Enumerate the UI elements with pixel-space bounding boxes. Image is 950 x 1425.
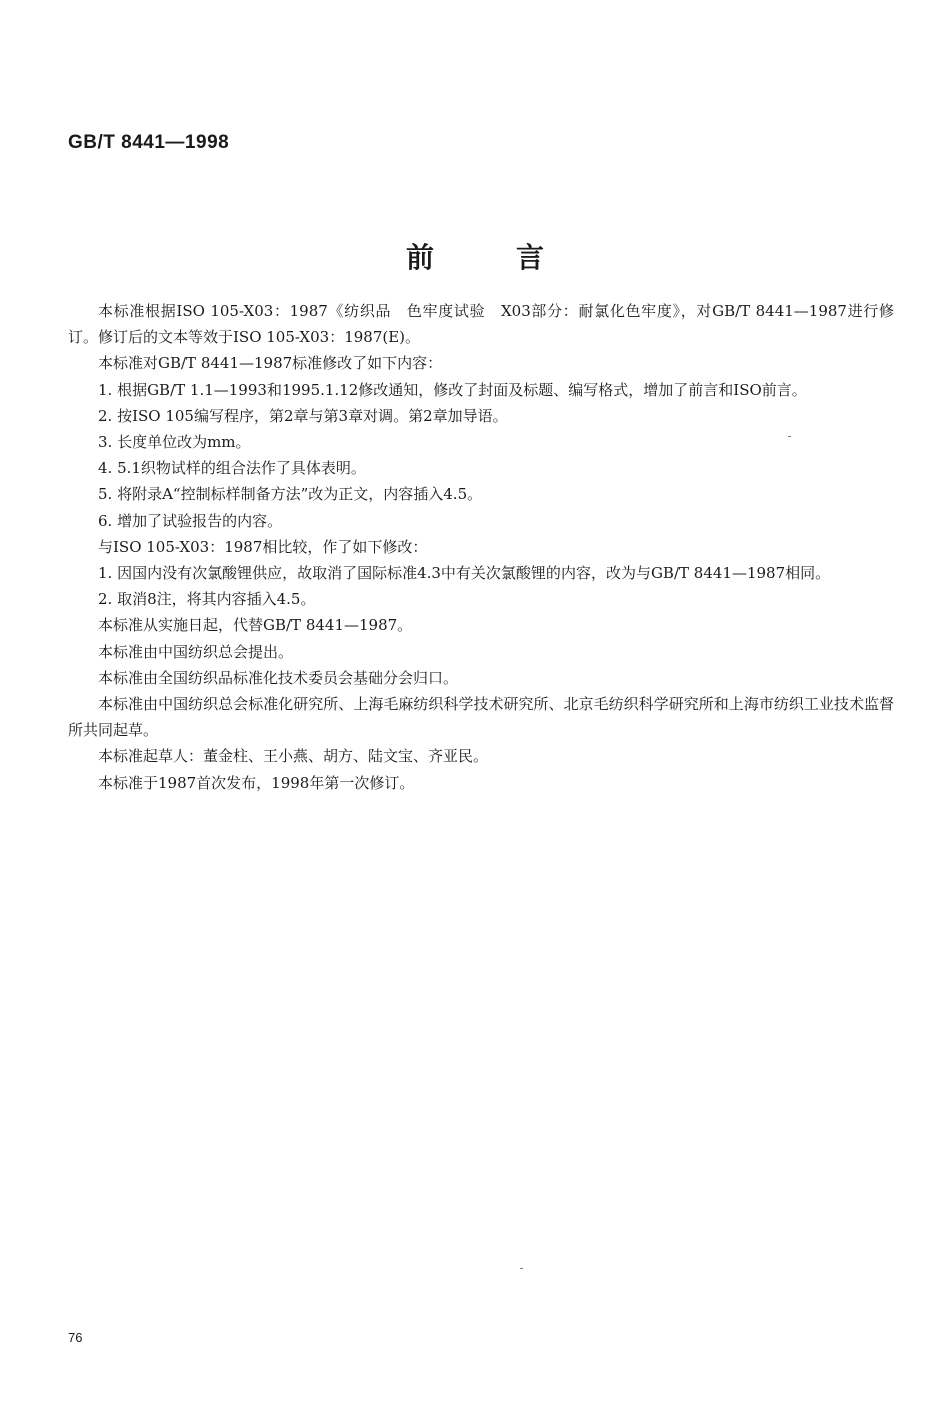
scan-speck (788, 436, 791, 437)
paragraph-centralized-by: 本标准由全国纺织品标准化技术委员会基础分会归口。 (98, 668, 459, 687)
scan-speck (520, 1268, 523, 1269)
change-item-2: 2. 按ISO 105编写程序，第2章与第3章对调。第2章加导语。 (98, 406, 508, 425)
standard-code: GB/T 8441—1998 (68, 132, 230, 153)
page-number: 76 (68, 1330, 83, 1345)
paragraph-drafted-by: 本标准由中国纺织总会标准化研究所、上海毛麻纺织科学技术研究所、北京毛纺织科学研究所和上海市纺织工业技术监督所共同起草。 (68, 695, 894, 740)
iso-change-item-1: 1. 因国内没有次氯酸锂供应，故取消了国际标准4.3中有关次氯酸锂的内容，改为与GB/T 8441—1987相同。 (98, 564, 831, 583)
page-title: 前言 (405, 241, 626, 274)
paragraph-changes-intro: 本标准对GB/T 8441—1987标准修改了如下内容： (98, 354, 443, 373)
paragraph-basis: 本标准根据ISO 105-X03：1987《纺织品 色牢度试验 X03部分：耐氯化色牢度》，对GB/T 8441—1987进行修订。修订后的文本等效于ISO 105-X03：1987(E)。 (68, 302, 894, 347)
change-item-6: 6. 增加了试验报告的内容。 (98, 511, 283, 530)
change-item-5: 5. 将附录A“控制标样制备方法”改为正文，内容插入4.5。 (98, 485, 483, 504)
change-item-3: 3. 长度单位改为mm。 (98, 433, 251, 452)
paragraph-replaces: 本标准从实施日起，代替GB/T 8441—1987。 (98, 616, 413, 635)
paragraph-history: 本标准于1987首次发布，1998年第一次修订。 (98, 773, 415, 792)
change-item-1: 1. 根据GB/T 1.1—1993和1995.1.12修改通知，修改了封面及标题、编写格式，增加了前言和ISO前言。 (98, 380, 807, 399)
change-item-4: 4. 5.1织物试样的组合法作了具体表明。 (98, 459, 366, 478)
paragraph-iso-comparison: 与ISO 105-X03：1987相比较，作了如下修改： (98, 537, 428, 556)
paragraph-drafters: 本标准起草人：董金柱、王小燕、胡方、陆文宝、齐亚民。 (98, 747, 489, 766)
foreword-body (68, 298, 894, 796)
paragraph-proposed-by: 本标准由中国纺织总会提出。 (98, 642, 294, 661)
iso-change-item-2: 2. 取消8注，将其内容插入4.5。 (98, 590, 316, 609)
